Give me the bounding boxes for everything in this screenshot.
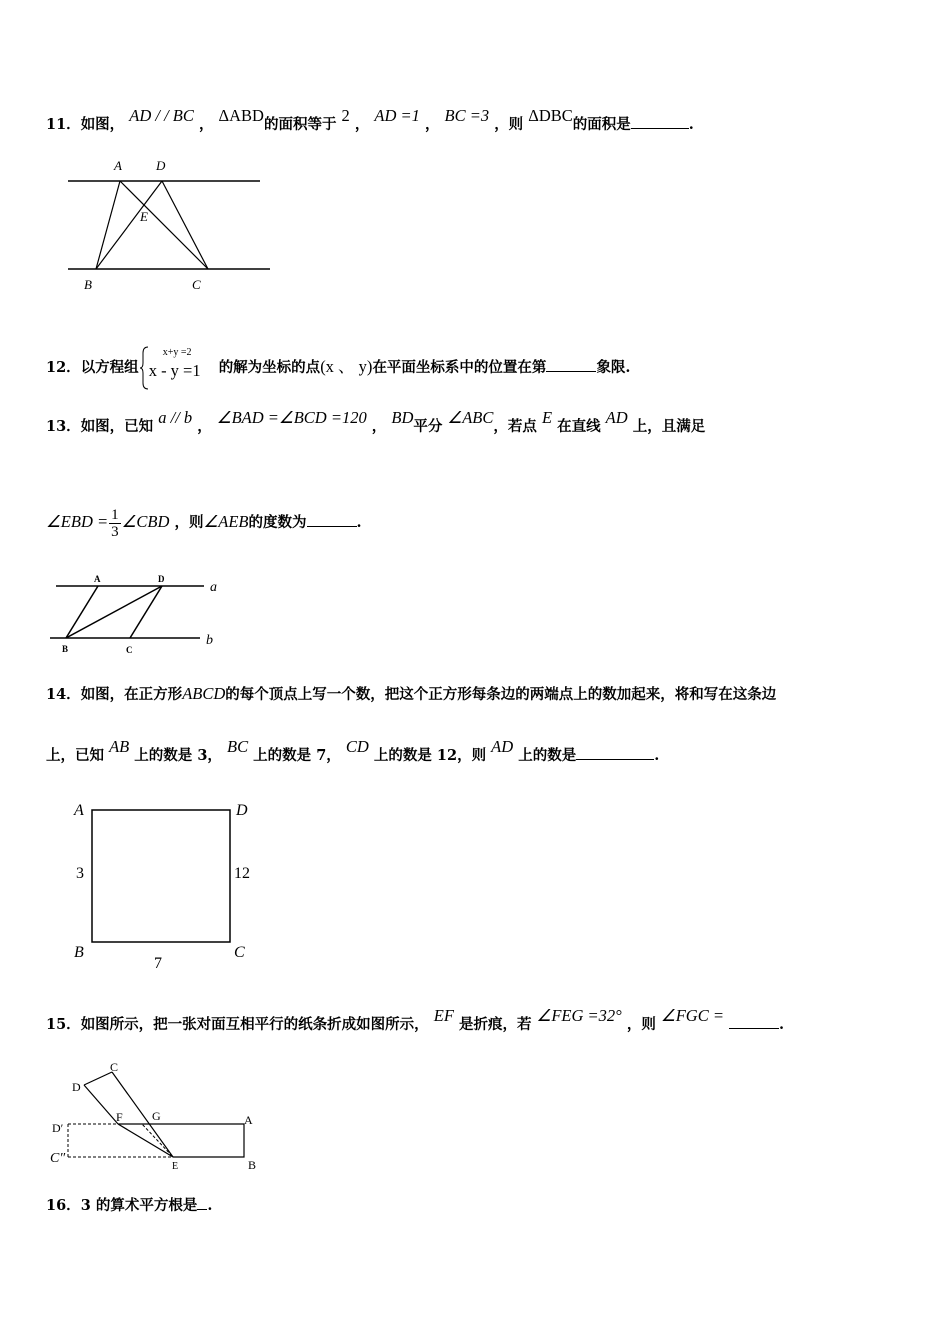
math-delta-abd: ΔABD [218,106,264,125]
math-abcd: ABCD [182,684,226,703]
label-c-double-prime: C″ [50,1151,66,1166]
figure-q15 [46,1060,276,1180]
figure-q13 [48,572,238,662]
answer-blank [197,1195,207,1210]
label-c: C [234,944,245,961]
label-b: B [74,944,84,961]
label-a: A [74,802,84,819]
label-d: D [156,158,166,173]
math-a-parallel-b: a // b [158,408,193,427]
math-bc: BC [227,737,249,756]
label-e: E [140,209,148,224]
math-ab: AB [109,737,130,756]
label-c: C [126,645,133,655]
math-point-xy: (x 、 y) [320,357,373,376]
math-ad-length: AD =1 [374,106,420,125]
math-angle-feg: ∠FEG =32° [536,1006,622,1025]
label-a: A [94,574,101,584]
math-bc-length: BC =3 [444,106,490,125]
math-e: E [541,408,553,427]
figure-q11 [60,155,280,295]
math-bd: BD [391,408,414,427]
fraction-one-third: $\frac{1}{3}$ [111,506,119,540]
math-angle-equal: ∠BAD =∠BCD =120 [216,408,367,427]
question-11: 11．如图， AD / / BC ， ΔABD的面积等于 2 ， AD =1 ， BC =3 ，则 ΔDBC的面积是 . [46,106,694,133]
label-c: C [110,1060,119,1074]
label-d: D [158,574,165,584]
math-delta-dbc: ΔDBC [528,106,573,125]
math-ad: AD [491,737,514,756]
answer-blank [546,357,596,372]
equation-1: x+y =2 [162,347,192,358]
label-a: A [114,158,122,173]
label-c: C [192,277,201,292]
question-12: 12．以方程组 x+y =2 x - y =1 的解为坐标的点(x 、 y)在平面坐标系中的位置在第 象限. [46,345,631,391]
question-16: 16．3 的算术平方根是 . [46,1197,213,1214]
label-b: B [84,277,92,292]
label-bc-value: 7 [154,955,162,972]
equation-system [139,345,219,391]
question-14: 14．如图，在正方形ABCD的每个顶点上写一个数，把这个正方形每条边的两端点上的数加起来，将和写在这条边 [46,684,777,703]
label-a: A [244,1113,253,1127]
label-b: B [62,644,69,654]
math-cd: CD [345,737,369,756]
math-angle-fgc: ∠FGC = [660,1006,724,1025]
label-b: B [248,1158,257,1172]
math-angle-aeb: ∠AEB [203,512,249,531]
figure-q14 [68,796,268,976]
math-ad: AD [605,408,628,427]
answer-blank [729,1014,779,1029]
label-line-b: b [206,633,213,648]
label-line-a: a [210,580,217,595]
question-13: 13．如图，已知 a // b ， ∠BAD =∠BCD =120 ， BD平分 ∠ABC，若点 E 在直线 AD 上，且满足 [46,408,706,435]
equation-2: x - y =1 [148,361,201,380]
math-ad-parallel-bc: AD / / BC [129,106,194,125]
label-f: F [116,1110,123,1124]
label-g: G [152,1109,161,1123]
math-ef: EF [433,1006,454,1025]
label-d: D [72,1080,81,1094]
label-d-prime: D′ [52,1121,64,1135]
math-angle-ebd: ∠EBD = [46,512,109,531]
question-13-line-2: ∠EBD = $\frac{1}{3}$ ∠CBD ，则∠AEB的度数为 . [46,506,362,540]
label-cd-value: 12 [234,865,250,882]
label-ab-value: 3 [76,865,84,882]
label-d: D [236,802,248,819]
math-angle-abc: ∠ABC [447,408,494,427]
answer-blank [631,114,689,129]
answer-blank [307,512,357,527]
label-e: E [172,1161,179,1172]
math-area-value: 2 [341,106,350,125]
answer-blank [576,745,654,760]
question-15: 15．如图所示，把一张对面互相平行的纸条折成如图所示， EF 是折痕，若 ∠FEG =32° ，则 ∠FGC = . [46,1006,785,1033]
math-angle-cbd: ∠CBD [121,512,170,531]
question-14-line-2: 上，已知 AB 上的数是 3， BC 上的数是 7， CD 上的数是 12，则 AD 上的数是 . [46,737,660,764]
